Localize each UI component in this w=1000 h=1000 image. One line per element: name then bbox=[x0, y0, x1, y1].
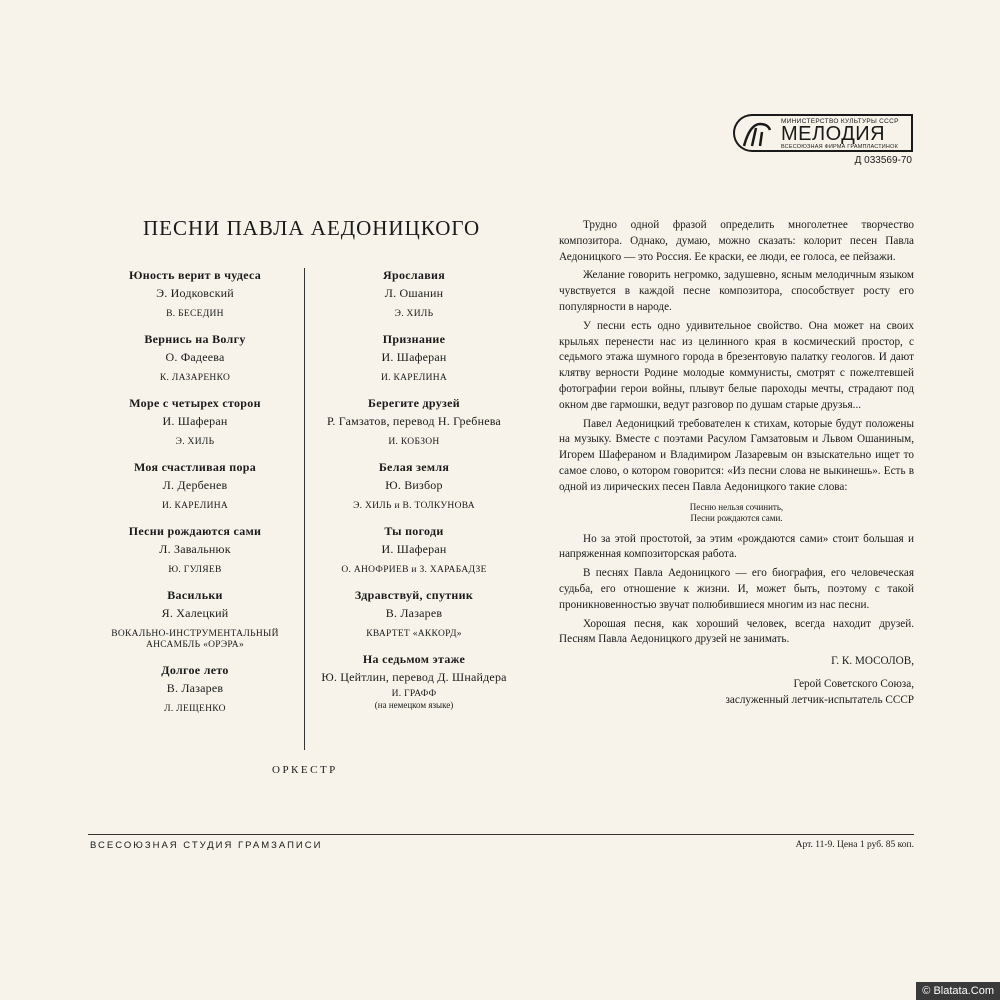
track-performer: К. ЛАЗАРЕНКО bbox=[159, 373, 231, 383]
track-performer: Э. ХИЛЬ и В. ТОЛКУНОВА bbox=[353, 501, 475, 511]
track-performer: О. АНОФРИЕВ и З. ХАРАБАДЗЕ bbox=[341, 565, 487, 575]
track-title: Белая земля bbox=[378, 460, 450, 474]
track-performer: ВОКАЛЬНО-ИНСТРУМЕНТАЛЬНЫЙ bbox=[111, 629, 279, 639]
studio-name: ВСЕСОЮЗНАЯ СТУДИЯ ГРАМЗАПИСИ bbox=[90, 840, 323, 851]
track-lyricist: В. Лазарев bbox=[166, 681, 224, 695]
essay-paragraph: Желание говорить негромко, задушевно, ясным мелодичным языком чувствуется в каждой песне композитора, способствует росту его популярности в народе. bbox=[559, 269, 914, 313]
track-list-side-a bbox=[85, 268, 305, 727]
track-performer: И. ГРАФФ bbox=[391, 689, 437, 699]
track-item bbox=[304, 460, 524, 512]
track-performer: Э. ХИЛЬ bbox=[175, 437, 215, 447]
track-list-side-b bbox=[304, 268, 524, 723]
essay-paragraph: Трудно одной фразой определить многолетнее творчество композитора. Однако, думаю, можно сказать: колорит песен Павла Аедоницкого — это Россия. Ее краски, ее люди, ее голоса, ее пейзажи. bbox=[559, 219, 914, 263]
track-item bbox=[85, 460, 305, 512]
track-item bbox=[304, 588, 524, 640]
price-info: Арт. 11-9. Цена 1 руб. 85 коп. bbox=[795, 840, 914, 850]
track-lyricist: Э. Иодковский bbox=[156, 286, 234, 300]
melodiya-logo bbox=[733, 114, 913, 152]
track-lyricist: Л. Дербенев bbox=[162, 478, 228, 492]
track-title: Моя счастливая пора bbox=[133, 460, 257, 474]
track-lyricist: О. Фадеева bbox=[165, 350, 225, 364]
track-item bbox=[85, 396, 305, 448]
album-title: ПЕСНИ ПАВЛА АЕДОНИЦКОГО bbox=[143, 216, 481, 240]
watermark: © Blatata.Com bbox=[916, 982, 1000, 1000]
liner-notes bbox=[559, 218, 914, 708]
track-lyricist: Я. Халецкий bbox=[161, 606, 229, 620]
track-item bbox=[85, 663, 305, 715]
logo-firm-text: ВСЕСОЮЗНАЯ ФИРМА ГРАМПЛАСТИНОК bbox=[781, 144, 898, 150]
author-title: Герой Советского Союза, bbox=[793, 677, 914, 690]
track-lyricist: В. Лазарев bbox=[385, 606, 443, 620]
track-item bbox=[85, 588, 305, 651]
track-item bbox=[85, 524, 305, 576]
track-lyricist: Ю. Визбор bbox=[385, 478, 443, 492]
track-item bbox=[304, 524, 524, 576]
track-title: Здравствуй, спутник bbox=[354, 588, 474, 602]
track-lyricist: И. Шаферан bbox=[381, 542, 447, 556]
logo-ministry-text: МИНИСТЕРСТВО КУЛЬТУРЫ СССР bbox=[781, 118, 899, 125]
track-performer: КВАРТЕТ «АККОРД» bbox=[366, 629, 462, 639]
author-credentials bbox=[559, 676, 914, 708]
track-title: Юность верит в чудеса bbox=[128, 268, 262, 282]
track-lyricist: Л. Ошанин bbox=[384, 286, 444, 300]
track-performer-line2: АНСАМБЛЬ «ОРЭРА» bbox=[145, 640, 245, 650]
melodiya-emblem-icon bbox=[733, 114, 777, 152]
track-lyricist: Р. Гамзатов, перевод Н. Гребнева bbox=[327, 414, 501, 428]
author-signature: Г. К. МОСОЛОВ, bbox=[831, 655, 914, 668]
track-item bbox=[85, 268, 305, 320]
track-lyricist: И. Шаферан bbox=[162, 414, 228, 428]
track-title: Признание bbox=[382, 332, 446, 346]
track-title: Берегите друзей bbox=[368, 396, 460, 410]
track-title: На седьмом этаже bbox=[362, 652, 466, 666]
essay-paragraph: Павел Аедоницкий требователен к стихам, которые будут положены на музыку. Вместе с поэтами Расулом Гамзатовым и Львом Ошаниным, Игорем Шафераном и Владимиром Лазаревым он взыскательно ищет то самое слово, о котором говорится: «Из песни слова не выкинешь». Есть в одной из лирических песен Павла Аедоницкого такие слова: bbox=[559, 417, 914, 493]
track-performer: Э. ХИЛЬ bbox=[394, 309, 434, 319]
track-performer: В. БЕСЕДИН bbox=[166, 309, 224, 319]
track-performer: И. КАРЕЛИНА bbox=[380, 373, 448, 383]
track-item bbox=[304, 268, 524, 320]
track-lyricist: И. Шаферан bbox=[381, 350, 447, 364]
lyric-quote-line: Песни рождаются сами. bbox=[690, 512, 783, 523]
track-title: Вернись на Волгу bbox=[144, 332, 246, 346]
track-item bbox=[304, 396, 524, 448]
essay-paragraph: Но за этой простотой, за этим «рождаются сами» стоит большая и напряженная композиторская работа. bbox=[559, 532, 914, 561]
track-title: Ты погоди bbox=[384, 524, 444, 538]
essay-paragraph: В песнях Павла Аедоницкого — его биография, его человеческая судьба, его отношение к жизни. И, может быть, поэтому с такой проникновенностью звучат полюбившиеся многим из нас песни. bbox=[559, 567, 914, 611]
essay-paragraph: Хорошая песня, как хороший человек, всегда находит друзей. Песням Павла Аедоницкого друзей не занимать. bbox=[559, 617, 914, 646]
track-title: Песни рождаются сами bbox=[128, 524, 262, 538]
lyric-quote bbox=[559, 502, 914, 524]
track-item bbox=[85, 332, 305, 384]
track-item bbox=[304, 332, 524, 384]
track-item bbox=[304, 652, 524, 711]
track-lyricist: Ю. Цейтлин, перевод Д. Шнайдера bbox=[321, 670, 507, 684]
track-lyricist: Л. Завальнюк bbox=[159, 542, 231, 556]
orchestra-label: ОРКЕСТР bbox=[272, 764, 338, 776]
essay-paragraph: У песни есть одно удивительное свойство. Она может на своих крыльях перенести нас из целинного края в космический простор, с седьмого этажа шумного города в брезентовую палатку геологов. И дают клятву верности Родине молодые коммунисты, смотрят с пожелтевшей фотографии герои войны, плывут белые пароходы мечты, страдают под окном две гармошки, ведут разговор по душам старые друзья... bbox=[559, 319, 914, 411]
track-performer: И. КАРЕЛИНА bbox=[161, 501, 229, 511]
lyric-quote-line: Песню нельзя сочинить, bbox=[689, 501, 784, 512]
track-performer: И. КОБЗОН bbox=[388, 437, 440, 447]
track-title: Долгое лето bbox=[161, 663, 229, 677]
logo-brand-name: МЕЛОДИЯ bbox=[781, 123, 886, 145]
catalog-number: Д 033569-70 bbox=[854, 155, 912, 166]
track-title: Васильки bbox=[167, 588, 223, 602]
track-language-note: (на немецком языке) bbox=[374, 700, 454, 710]
author-title: заслуженный летчик-испытатель СССР bbox=[725, 693, 914, 706]
track-title: Море с четырех сторон bbox=[129, 396, 261, 410]
track-performer: Ю. ГУЛЯЕВ bbox=[168, 565, 222, 575]
track-performer: Л. ЛЕЩЕНКО bbox=[164, 704, 226, 714]
footer-divider bbox=[88, 834, 914, 835]
track-title: Ярославия bbox=[383, 268, 445, 282]
